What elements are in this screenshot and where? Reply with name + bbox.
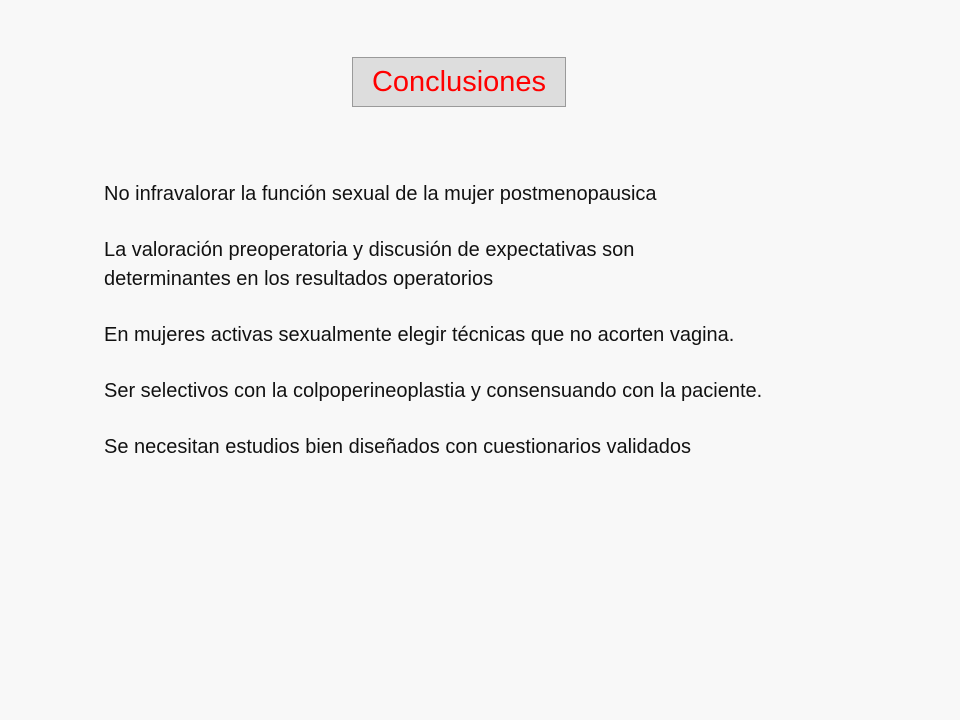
- conclusion-item-1: [104, 180, 924, 209]
- slide-title: Conclusiones: [352, 57, 566, 107]
- conclusion-line: La valoración preoperatoria y discusión de expectativas son: [104, 239, 635, 261]
- conclusion-line: En mujeres activas sexualmente elegir técnicas que no acorten vagina.: [104, 324, 735, 346]
- conclusion-line: Ser selectivos con la colpoperineoplastia y consensuando con la paciente.: [104, 380, 763, 402]
- conclusion-item-2: [104, 236, 924, 294]
- conclusions-body: [104, 180, 924, 489]
- conclusion-line: No infravalorar la función sexual de la mujer postmenopausica: [104, 183, 657, 205]
- conclusion-item-4: [104, 377, 924, 406]
- conclusion-item-5: [104, 433, 924, 462]
- conclusion-line: determinantes en los resultados operatorios: [104, 268, 494, 290]
- conclusion-item-3: [104, 321, 924, 350]
- conclusion-line: Se necesitan estudios bien diseñados con cuestionarios validados: [104, 436, 692, 458]
